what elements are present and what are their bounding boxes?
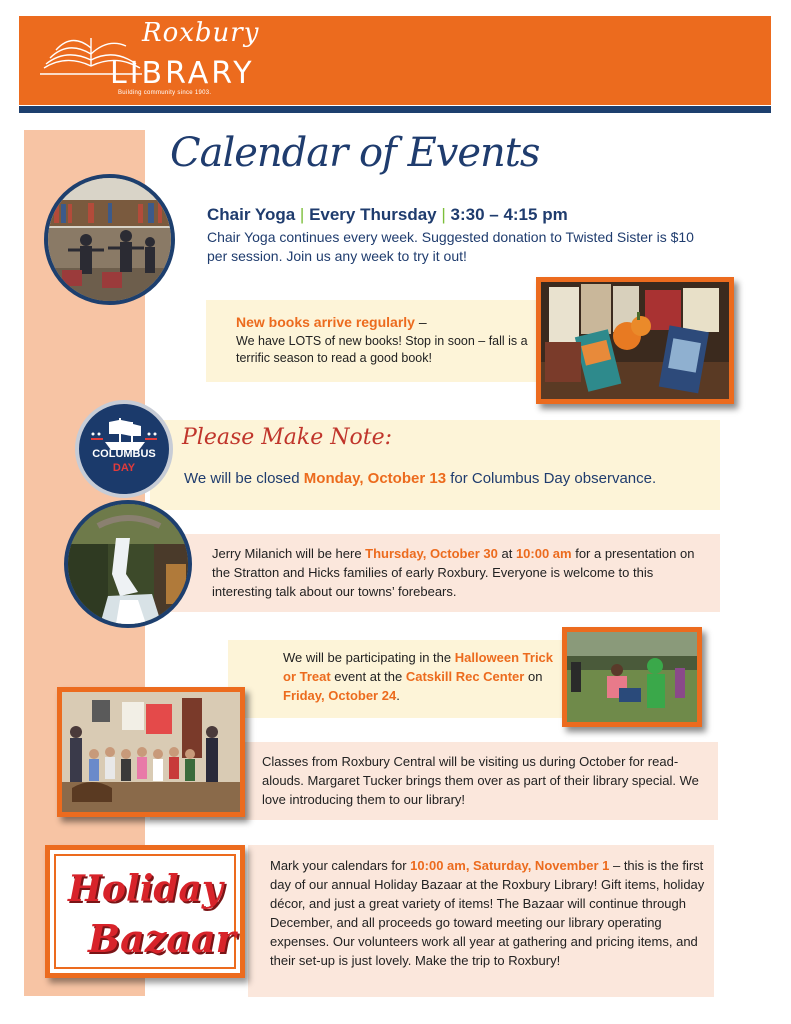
note-script-heading: Please Make Note: [182,425,393,450]
page-title: Calendar of Events [170,130,540,176]
logo-script-text: Roxbury [142,18,260,48]
closure-date: Monday, October 13 [303,470,447,487]
halloween-date: Friday, October 24 [283,688,397,703]
yoga-photo [44,174,175,305]
waterfall-photo [64,500,192,628]
jerry-p3: for a presentation on the Stratton and Hicks families of early Roxbury. Everyone is welcome to this interesting talk about our towns’ forebears. [212,546,695,599]
halloween-photo [562,627,702,727]
presentation-text [212,544,712,601]
halloween-p1: We will be participating in the [283,650,455,665]
yoga-heading [207,205,568,225]
yoga-separator-1: | [299,205,305,224]
new-books-heading-text: New books arrive regularly [236,314,415,330]
closure-notice-text [184,470,656,487]
classes-text: Classes from Roxbury Central will be visiting us during October for read-alouds. Margaret Tucker brings them over as part of their library special. We love introducing them to our library! [262,754,699,807]
yoga-when: Every Thursday [309,205,437,224]
jerry-date: Thursday, October 30 [365,546,498,561]
new-books-heading-dash: – [414,314,427,330]
halloween-text [283,648,563,705]
yoga-time: 3:30 – 4:15 pm [450,205,568,224]
halloween-event: Halloween Trick or Treat [283,650,554,684]
holiday-bazaar-sign [45,845,245,978]
bazaar-p1: Mark your calendars for [270,858,411,873]
logo-tagline: Building community since 1903. [118,90,212,96]
yoga-photo-image [48,178,175,305]
jerry-p1: Jerry Milanich will be here [212,546,366,561]
halloween-p3: on [524,669,543,684]
books-photo [536,277,734,404]
books-photo-image [541,282,729,399]
halloween-venue: Catskill Rec Center [405,669,525,684]
closure-pre: We will be closed [184,470,304,487]
new-books-description: We have LOTS of new books! Stop in soon – fall is a terrific season to read a good book! [236,334,528,365]
jerry-p2: at [497,546,516,561]
jerry-time: 10:00 am [515,546,572,561]
columbus-badge-line2: DAY [112,462,136,474]
header-divider [19,106,771,113]
yoga-separator-2: | [441,205,446,224]
yoga-name: Chair Yoga [207,205,296,224]
classes-photo [57,687,245,817]
halloween-p2: event at the [330,669,406,684]
halloween-p4: . [396,688,400,703]
halloween-photo-image [567,632,697,722]
holiday-sign-line2: Bazaar [88,916,236,961]
new-books-heading [236,314,427,330]
bazaar-text [270,856,710,970]
closure-post: for Columbus Day observance. [446,470,657,487]
columbus-badge-line1: COLUMBUS [92,448,156,460]
yoga-description: Chair Yoga continues every week. Suggested donation to Twisted Sister is $10 per session. Join us any week to try it out! [207,229,694,264]
holiday-sign-line1: Holiday [68,868,223,910]
classes-photo-image [62,692,240,812]
bazaar-date: 10:00 am, Saturday, November 1 [410,858,610,873]
logo-library-text: LIBRARY [110,56,255,91]
bazaar-p2: – this is the first day of our annual Holiday Bazaar at the Roxbury Library! Gift items, holiday décor, and just a great variety of items! The Bazaar will continue through December, and all proceeds go toward meeting our library operating expenses. Our volunteers work all year at gathering and pricing items, and their set-up is just lovely. Make the trip to Roxbury! [270,858,705,968]
